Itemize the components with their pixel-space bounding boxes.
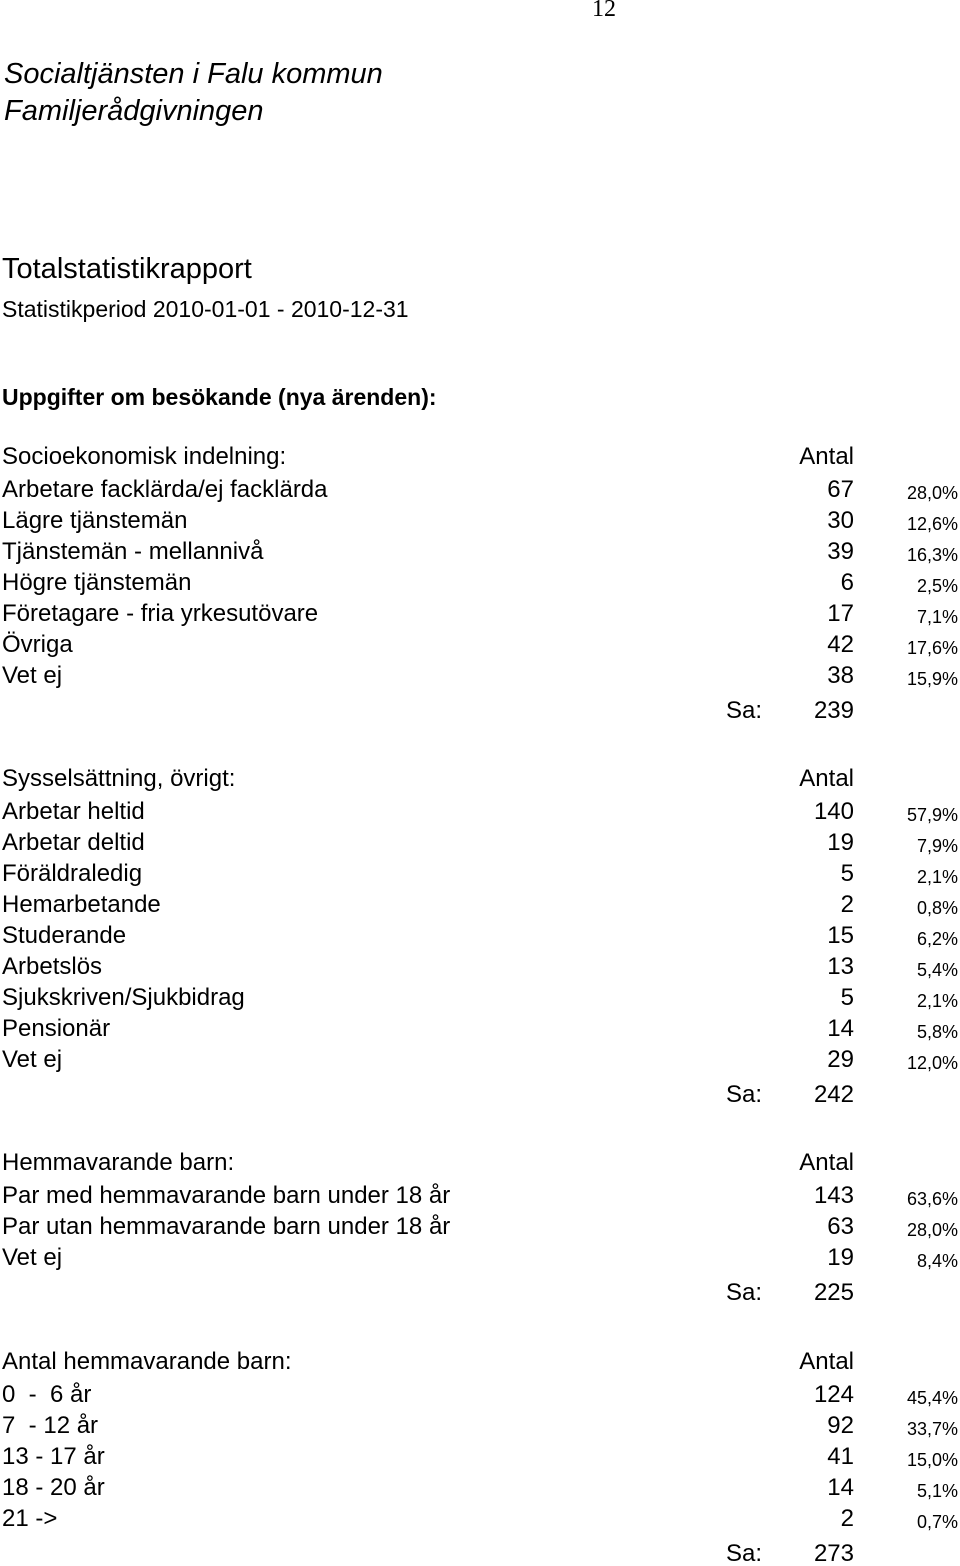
table-row xyxy=(0,1242,960,1273)
row-count: 41 xyxy=(827,1443,854,1470)
row-label: Föräldraledig xyxy=(2,860,143,887)
sum-value: 239 xyxy=(813,697,854,724)
stat-section xyxy=(0,761,960,1110)
row-label: Arbetar heltid xyxy=(2,798,145,825)
row-count: 14 xyxy=(827,1474,854,1501)
row-label: 7 - 12 år xyxy=(2,1412,99,1439)
row-percentage: 6,2% xyxy=(916,929,958,949)
row-label: Vet ej xyxy=(2,1244,63,1271)
row-percentage: 57,9% xyxy=(906,805,958,825)
row-percentage: 15,9% xyxy=(906,669,958,689)
row-count: 39 xyxy=(827,538,854,565)
row-count: 5 xyxy=(840,860,854,887)
row-label: Pensionär xyxy=(2,1015,111,1042)
table-row xyxy=(0,1503,960,1534)
table-row xyxy=(0,474,960,505)
row-count: 2 xyxy=(840,891,854,918)
count-column-header: Antal xyxy=(799,765,854,792)
row-percentage: 17,6% xyxy=(906,638,958,658)
row-count: 15 xyxy=(827,922,854,949)
row-count: 19 xyxy=(827,1244,854,1271)
table-row xyxy=(0,827,960,858)
section-header-row xyxy=(0,1145,960,1180)
row-count: 6 xyxy=(840,569,854,596)
section-heading: Sysselsättning, övrigt: xyxy=(2,765,236,792)
row-label: Par utan hemmavarande barn under 18 år xyxy=(2,1213,451,1240)
table-row xyxy=(0,536,960,567)
row-count: 63 xyxy=(827,1213,854,1240)
row-label: Vet ej xyxy=(2,1046,63,1073)
table-row xyxy=(0,1441,960,1472)
row-count: 143 xyxy=(813,1182,854,1209)
row-label: 21 -> xyxy=(2,1505,58,1532)
sum-row xyxy=(0,1075,960,1110)
sum-label: Sa: xyxy=(726,697,763,724)
sum-row xyxy=(0,1534,960,1566)
table-row xyxy=(0,598,960,629)
row-count: 92 xyxy=(827,1412,854,1439)
row-percentage: 2,5% xyxy=(916,576,958,596)
table-row xyxy=(0,629,960,660)
report-title: Totalstatistikrapport xyxy=(2,253,252,285)
row-count: 30 xyxy=(827,507,854,534)
row-percentage: 15,0% xyxy=(906,1450,958,1470)
table-row xyxy=(0,1472,960,1503)
row-label: Företagare - fria yrkesutövare xyxy=(2,600,319,627)
row-percentage: 5,4% xyxy=(916,960,958,980)
sum-label: Sa: xyxy=(726,1540,763,1566)
row-percentage: 5,1% xyxy=(916,1481,958,1501)
section-header-row xyxy=(0,439,960,474)
row-count: 5 xyxy=(840,984,854,1011)
table-row xyxy=(0,660,960,691)
row-count: 38 xyxy=(827,662,854,689)
table-row xyxy=(0,567,960,598)
section-title: Uppgifter om besökande (nya ärenden): xyxy=(2,384,437,410)
row-percentage: 16,3% xyxy=(906,545,958,565)
row-label: Sjukskriven/Sjukbidrag xyxy=(2,984,245,1011)
row-count: 67 xyxy=(827,476,854,503)
row-percentage: 8,4% xyxy=(916,1251,958,1271)
row-label: 18 - 20 år xyxy=(2,1474,105,1501)
row-count: 13 xyxy=(827,953,854,980)
sum-value: 225 xyxy=(813,1279,854,1306)
row-count: 14 xyxy=(827,1015,854,1042)
row-percentage: 0,8% xyxy=(916,898,958,918)
sum-row xyxy=(0,1273,960,1308)
row-label: Par med hemmavarande barn under 18 år xyxy=(2,1182,451,1209)
row-label: Högre tjänstemän xyxy=(2,569,192,596)
stat-section xyxy=(0,439,960,726)
row-label: Övriga xyxy=(2,631,73,658)
section-heading: Hemmavarande barn: xyxy=(2,1149,235,1176)
table-row xyxy=(0,505,960,536)
table-row xyxy=(0,1410,960,1441)
table-row xyxy=(0,1013,960,1044)
row-label: Vet ej xyxy=(2,662,63,689)
row-label: Arbetslös xyxy=(2,953,103,980)
row-percentage: 28,0% xyxy=(906,1220,958,1240)
row-percentage: 45,4% xyxy=(906,1388,958,1408)
row-count: 124 xyxy=(813,1381,854,1408)
section-header-row xyxy=(0,761,960,796)
table-row xyxy=(0,889,960,920)
stat-section xyxy=(0,1145,960,1308)
org-unit: Familjerådgivningen xyxy=(4,95,264,127)
count-column-header: Antal xyxy=(799,1348,854,1375)
section-header-row xyxy=(0,1344,960,1379)
section-heading: Socioekonomisk indelning: xyxy=(2,443,287,470)
table-row xyxy=(0,920,960,951)
row-percentage: 2,1% xyxy=(916,991,958,1011)
row-count: 2 xyxy=(840,1505,854,1532)
row-label: Lägre tjänstemän xyxy=(2,507,188,534)
count-column-header: Antal xyxy=(799,1149,854,1176)
table-row xyxy=(0,1379,960,1410)
table-row xyxy=(0,1211,960,1242)
row-count: 17 xyxy=(827,600,854,627)
row-count: 140 xyxy=(813,798,854,825)
row-percentage: 7,1% xyxy=(916,607,958,627)
row-label: Arbetare facklärda/ej facklärda xyxy=(2,476,328,503)
row-percentage: 12,6% xyxy=(906,514,958,534)
row-count: 29 xyxy=(827,1046,854,1073)
sum-value: 273 xyxy=(813,1540,854,1566)
stat-section xyxy=(0,1344,960,1566)
row-label: 0 - 6 år xyxy=(2,1381,92,1408)
row-percentage: 28,0% xyxy=(906,483,958,503)
page-number: 12 xyxy=(592,0,616,22)
row-label: Studerande xyxy=(2,922,127,949)
row-percentage: 2,1% xyxy=(916,867,958,887)
statistics-period: Statistikperiod 2010-01-01 - 2010-12-31 xyxy=(2,296,409,322)
row-percentage: 12,0% xyxy=(906,1053,958,1073)
row-percentage: 33,7% xyxy=(906,1419,958,1439)
row-label: 13 - 17 år xyxy=(2,1443,105,1470)
section-heading: Antal hemmavarande barn: xyxy=(2,1348,292,1375)
table-row xyxy=(0,796,960,827)
row-label: Arbetar deltid xyxy=(2,829,145,856)
row-label: Hemarbetande xyxy=(2,891,161,918)
sum-value: 242 xyxy=(813,1081,854,1108)
row-count: 42 xyxy=(827,631,854,658)
count-column-header: Antal xyxy=(799,443,854,470)
table-row xyxy=(0,858,960,889)
sum-row xyxy=(0,691,960,726)
sum-label: Sa: xyxy=(726,1279,763,1306)
table-row xyxy=(0,982,960,1013)
row-percentage: 63,6% xyxy=(906,1189,958,1209)
row-label: Tjänstemän - mellannivå xyxy=(2,538,264,565)
table-row xyxy=(0,1044,960,1075)
table-row xyxy=(0,1180,960,1211)
row-percentage: 0,7% xyxy=(916,1512,958,1532)
table-row xyxy=(0,951,960,982)
row-count: 19 xyxy=(827,829,854,856)
sum-label: Sa: xyxy=(726,1081,763,1108)
org-name: Socialtjänsten i Falu kommun xyxy=(4,58,383,90)
row-percentage: 7,9% xyxy=(916,836,958,856)
organization-header xyxy=(4,56,383,130)
row-percentage: 5,8% xyxy=(916,1022,958,1042)
